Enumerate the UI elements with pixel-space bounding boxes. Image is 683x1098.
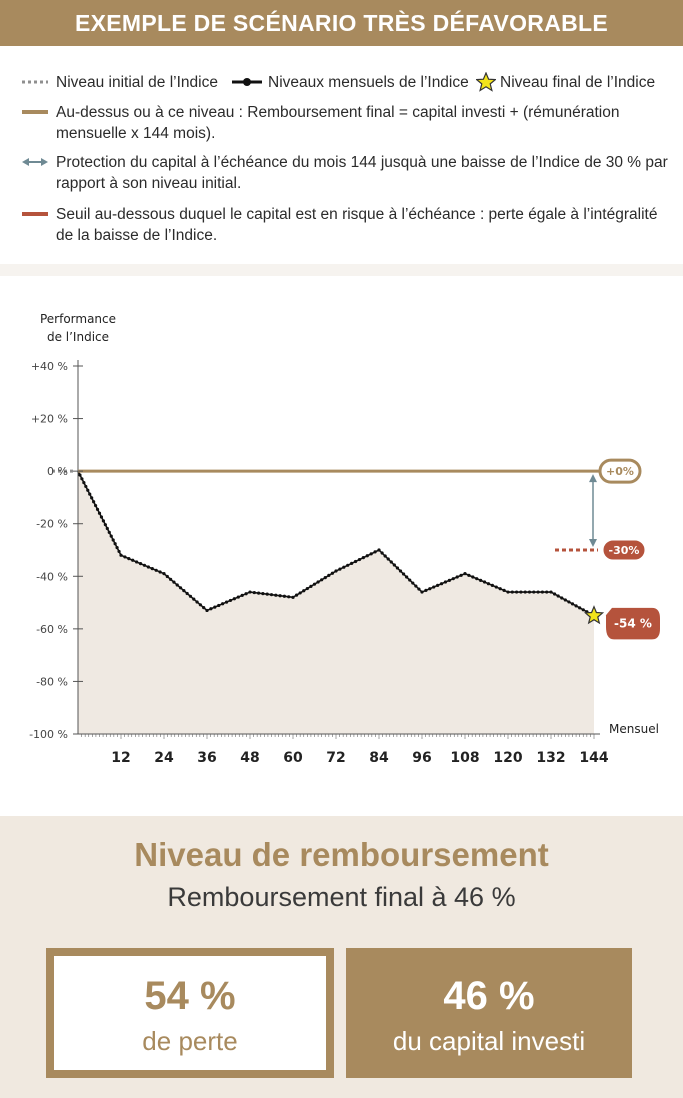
- x-tick-label: 132: [536, 750, 566, 766]
- star-icon: [476, 72, 496, 92]
- capital-label: du capital investi: [392, 1026, 586, 1056]
- monthly-point: [424, 589, 427, 592]
- monthly-point: [436, 584, 439, 587]
- legend-label-final: Niveau final de l’Indice: [500, 74, 656, 91]
- monthly-point: [545, 590, 548, 593]
- legend-label-protection-1: Protection du capital à l’échéance du mois 144 jusquà une baisse de l’Indice de 30 % par: [56, 154, 668, 171]
- monthly-point: [342, 566, 345, 569]
- monthly-point: [257, 592, 260, 595]
- result-title: Niveau de remboursement: [134, 836, 549, 873]
- x-tick-label: 108: [450, 750, 480, 766]
- monthly-point: [541, 590, 544, 593]
- monthly-point: [106, 527, 109, 530]
- monthly-point: [358, 558, 361, 561]
- monthly-point: [176, 583, 179, 586]
- monthly-point: [248, 590, 251, 593]
- monthly-point: [209, 607, 212, 610]
- y-tick-label: +40 %: [30, 360, 68, 373]
- monthly-point: [334, 569, 337, 572]
- barrier-top-badge-label: +0%: [606, 465, 634, 479]
- monthly-point: [266, 593, 269, 596]
- monthly-point: [491, 584, 494, 587]
- chart-area: [0, 276, 683, 816]
- result-subtitle: Remboursement final à 46 %: [167, 882, 516, 912]
- final-value-badge: [606, 608, 660, 640]
- monthly-point: [309, 585, 312, 588]
- y-tick-label: -80 %: [36, 675, 68, 689]
- monthly-point: [519, 590, 522, 593]
- monthly-point: [123, 555, 126, 558]
- monthly-point: [479, 579, 482, 582]
- monthly-point: [393, 563, 396, 566]
- y-tick-label: -100 %: [29, 728, 68, 741]
- capital-box: [346, 948, 632, 1078]
- x-tick-label: 84: [369, 750, 389, 766]
- monthly-point: [408, 578, 411, 581]
- monthly-point: [511, 590, 514, 593]
- monthly-point: [302, 589, 305, 592]
- monthly-point: [574, 604, 577, 607]
- monthly-point: [306, 587, 309, 590]
- y-tick-label: 0 %: [47, 465, 68, 479]
- monthly-point: [420, 590, 423, 593]
- monthly-point: [112, 538, 115, 541]
- legend-label-threshold-1: Seuil au-dessous duquel le capital est en risque à l’échéance : perte égale à l’intégralité: [56, 206, 658, 223]
- monthly-point: [279, 594, 282, 597]
- monthly-point: [354, 560, 357, 563]
- monthly-point: [487, 582, 490, 585]
- monthly-point: [244, 592, 247, 595]
- monthly-point: [396, 566, 399, 569]
- barrier-bottom-badge: [602, 539, 646, 561]
- monthly-point: [100, 515, 103, 518]
- monthly-point: [98, 512, 101, 515]
- x-tick-label: 36: [197, 750, 217, 766]
- monthly-point: [370, 552, 373, 555]
- barrier-bottom-badge-label: -30%: [608, 544, 640, 557]
- monthly-point: [162, 572, 165, 575]
- monthly-point: [373, 550, 376, 553]
- monthly-point: [88, 492, 91, 495]
- monthly-point: [327, 574, 330, 577]
- double-arrow-icon: [22, 157, 48, 167]
- monthly-point: [241, 594, 244, 597]
- monthly-point: [346, 564, 349, 567]
- monthly-point: [560, 596, 563, 599]
- monthly-point: [499, 587, 502, 590]
- shaded-area: [78, 471, 594, 734]
- monthly-point: [291, 596, 294, 599]
- red-line-icon: [22, 212, 48, 216]
- monthly-point: [549, 590, 552, 593]
- page-title: EXEMPLE DE SCÉNARIO TRÈS DÉFAVORABLE: [0, 0, 683, 46]
- monthly-point: [553, 592, 556, 595]
- monthly-point: [94, 504, 97, 507]
- monthly-point: [467, 574, 470, 577]
- monthly-point: [387, 557, 390, 560]
- monthly-point: [92, 500, 95, 503]
- monthly-point: [571, 602, 574, 605]
- monthly-point: [139, 562, 142, 565]
- x-tick-label: 96: [412, 750, 432, 766]
- monthly-point: [119, 554, 122, 557]
- legend: [0, 46, 683, 264]
- monthly-point: [399, 569, 402, 572]
- monthly-point: [253, 591, 256, 594]
- x-tick-label: 72: [326, 750, 346, 766]
- monthly-point: [202, 606, 205, 609]
- final-value-badge-label: -54 %: [614, 616, 652, 631]
- monthly-point: [299, 591, 302, 594]
- monthly-point: [199, 603, 202, 606]
- barrier-top-badge: [600, 460, 640, 482]
- monthly-point: [127, 557, 130, 560]
- monthly-point: [506, 590, 509, 593]
- monthly-point: [405, 575, 408, 578]
- x-tick-label: 120: [493, 750, 523, 766]
- line-marker-icon: [232, 77, 262, 87]
- monthly-point: [502, 589, 505, 592]
- x-tick-label: 12: [111, 750, 131, 766]
- monthly-point: [384, 554, 387, 557]
- monthly-point: [233, 597, 236, 600]
- monthly-point: [313, 583, 316, 586]
- loss-label: de perte: [142, 1026, 238, 1056]
- monthly-point: [532, 590, 535, 593]
- monthly-point: [115, 546, 118, 549]
- monthly-point: [411, 581, 414, 584]
- monthly-point: [390, 560, 393, 563]
- monthly-point: [448, 579, 451, 582]
- monthly-point: [331, 572, 334, 575]
- monthly-point: [582, 608, 585, 611]
- capital-value: 46 %: [443, 974, 535, 1018]
- monthly-point: [456, 575, 459, 578]
- monthly-point: [213, 606, 216, 609]
- monthly-point: [217, 604, 220, 607]
- monthly-point: [414, 584, 417, 587]
- monthly-point: [158, 570, 161, 573]
- legend-label-above-1: Au-dessus ou à ce niveau : Remboursement final = capital investi + (rémunération: [56, 104, 620, 121]
- x-tick-label: 48: [240, 750, 260, 766]
- y-tick-label: +20 %: [30, 412, 68, 426]
- monthly-point: [102, 519, 105, 522]
- monthly-point: [564, 598, 567, 601]
- monthly-point: [459, 574, 462, 577]
- legend-label-monthly: Niveaux mensuels de l’Indice: [268, 74, 469, 91]
- monthly-point: [96, 508, 99, 511]
- monthly-point: [86, 489, 89, 492]
- monthly-point: [283, 595, 286, 598]
- gold-line-icon: [22, 110, 48, 114]
- monthly-point: [147, 565, 150, 568]
- monthly-point: [80, 477, 83, 480]
- monthly-point: [515, 590, 518, 593]
- monthly-point: [82, 481, 85, 484]
- y-axis-label-2: de l’Indice: [46, 330, 110, 344]
- x-tick-label: 24: [154, 750, 174, 766]
- monthly-point: [338, 568, 341, 571]
- dotted-line-icon: [22, 80, 48, 84]
- monthly-point: [452, 577, 455, 580]
- section-divider: [0, 264, 683, 276]
- x-tick-label: 60: [283, 750, 303, 766]
- monthly-point: [195, 600, 198, 603]
- monthly-point: [186, 592, 189, 595]
- monthly-point: [417, 587, 420, 590]
- monthly-point: [567, 600, 570, 603]
- y-axis-label-1: Performance: [39, 312, 117, 326]
- protection-arrow-head-up: [589, 474, 597, 482]
- monthly-point: [117, 550, 120, 553]
- legend-label-protection-2: rapport à son niveau initial.: [56, 175, 242, 192]
- monthly-point: [84, 485, 87, 488]
- x-axis-label: Mensuel: [609, 722, 659, 736]
- monthly-point: [495, 585, 498, 588]
- monthly-point: [192, 598, 195, 601]
- monthly-point: [444, 580, 447, 583]
- monthly-point: [166, 575, 169, 578]
- monthly-point: [463, 572, 466, 575]
- legend-label-initial: Niveau initial de l’Indice: [56, 74, 218, 91]
- monthly-point: [483, 580, 486, 583]
- monthly-point: [172, 581, 175, 584]
- monthly-point: [524, 590, 527, 593]
- monthly-point: [110, 535, 113, 538]
- monthly-point: [179, 586, 182, 589]
- legend-label-threshold-2: de la baisse de l’Indice.: [56, 227, 218, 244]
- y-tick-label: -40 %: [36, 570, 68, 584]
- monthly-point: [131, 559, 134, 562]
- monthly-point: [221, 602, 224, 605]
- monthly-point: [205, 609, 208, 612]
- monthly-point: [270, 593, 273, 596]
- monthly-point: [78, 473, 81, 476]
- monthly-point: [440, 582, 443, 585]
- monthly-point: [287, 595, 290, 598]
- monthly-point: [428, 587, 431, 590]
- monthly-point: [377, 548, 380, 551]
- monthly-point: [189, 595, 192, 598]
- monthly-point: [237, 595, 240, 598]
- monthly-point: [151, 567, 154, 570]
- monthly-point: [537, 590, 540, 593]
- monthly-point: [380, 551, 383, 554]
- monthly-point: [108, 531, 111, 534]
- monthly-point: [528, 590, 531, 593]
- monthly-point: [169, 578, 172, 581]
- monthly-point: [316, 580, 319, 583]
- performance-chart: [0, 276, 683, 816]
- monthly-point: [225, 600, 228, 603]
- monthly-point: [90, 496, 93, 499]
- monthly-point: [366, 554, 369, 557]
- monthly-point: [143, 564, 146, 567]
- monthly-point: [432, 585, 435, 588]
- y-tick-label: -20 %: [36, 517, 68, 531]
- monthly-point: [114, 542, 117, 545]
- x-tick-label: 144: [579, 750, 609, 766]
- monthly-point: [362, 556, 365, 559]
- monthly-point: [261, 592, 264, 595]
- protection-arrow-head-down: [589, 539, 597, 547]
- monthly-point: [350, 562, 353, 565]
- monthly-point: [155, 569, 158, 572]
- legend-label-above-2: mensuelle x 144 mois).: [56, 125, 216, 142]
- monthly-point: [104, 523, 107, 526]
- y-tick-label: -60 %: [36, 622, 68, 636]
- monthly-point: [182, 589, 185, 592]
- monthly-point: [274, 594, 277, 597]
- monthly-point: [324, 576, 327, 579]
- monthly-point: [229, 599, 232, 602]
- monthly-point: [135, 560, 138, 563]
- loss-value: 54 %: [144, 974, 236, 1018]
- monthly-point: [578, 606, 581, 609]
- monthly-point: [320, 578, 323, 581]
- monthly-point: [402, 572, 405, 575]
- monthly-point: [557, 594, 560, 597]
- monthly-point: [471, 575, 474, 578]
- loss-box: [46, 948, 334, 1078]
- monthly-point: [295, 594, 298, 597]
- monthly-point: [475, 577, 478, 580]
